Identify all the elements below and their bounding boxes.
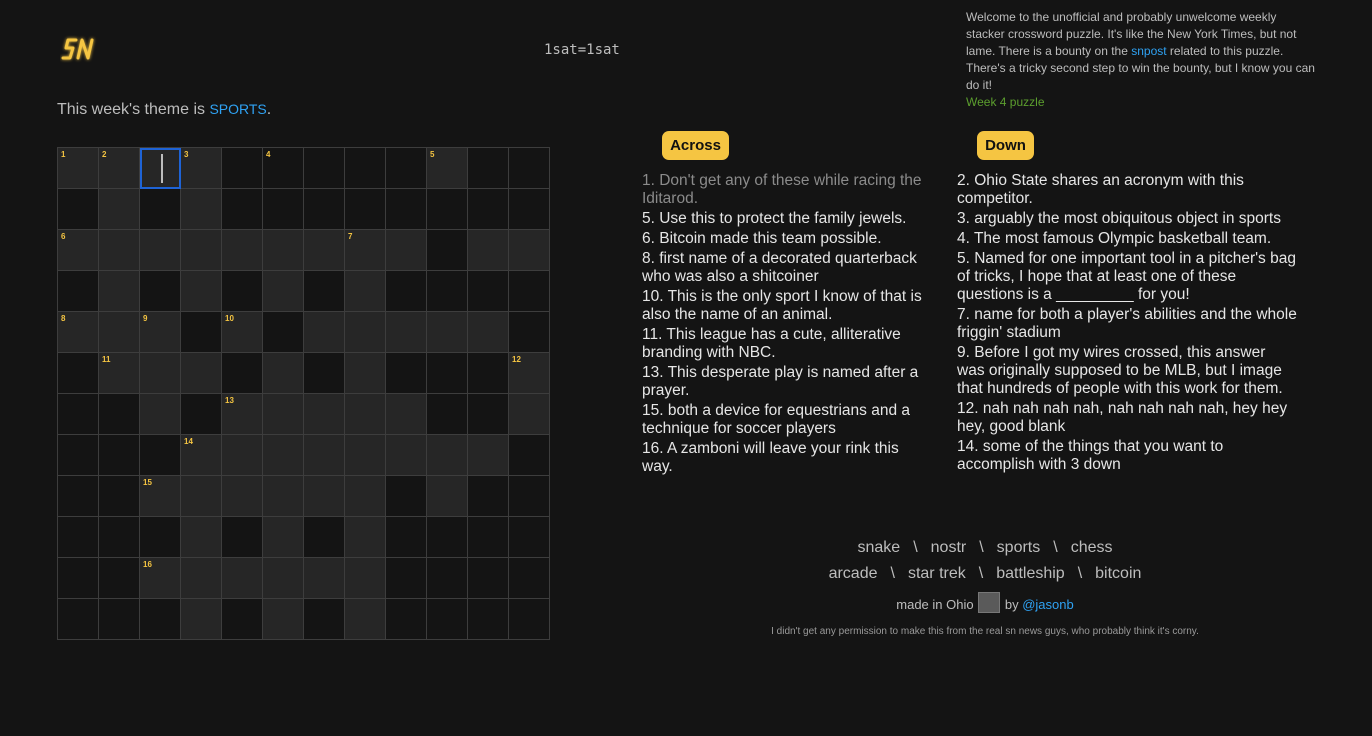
grid-cell[interactable]	[58, 435, 99, 476]
intro-text	[966, 9, 1316, 111]
grid-cell[interactable]	[222, 435, 263, 476]
grid-cell[interactable]	[99, 476, 140, 517]
grid-cell[interactable]	[304, 312, 345, 353]
grid-cell[interactable]	[222, 148, 263, 189]
grid-cell[interactable]	[263, 230, 304, 271]
game-nav-row-1	[775, 539, 1195, 557]
grid-cell[interactable]	[427, 599, 468, 640]
nav-separator: \	[913, 539, 918, 556]
cell-number: 11	[102, 355, 111, 364]
author-link[interactable]: @jasonb	[1022, 597, 1074, 612]
grid-cell[interactable]	[222, 476, 263, 517]
down-clue[interactable]: 12. nah nah nah nah, nah nah nah nah, hey hey hey, good blank	[957, 400, 1288, 435]
grid-cell[interactable]	[263, 189, 304, 230]
grid-cell[interactable]	[509, 353, 550, 394]
grid-cell[interactable]	[181, 476, 222, 517]
grid-cell[interactable]	[99, 599, 140, 640]
across-clue[interactable]: 6. Bitcoin made this team possible.	[642, 230, 882, 247]
grid-cell[interactable]	[181, 435, 222, 476]
grid-cell[interactable]	[304, 148, 345, 189]
snpost-link[interactable]: snpost	[1131, 44, 1167, 58]
grid-cell[interactable]	[140, 476, 181, 517]
grid-cell[interactable]	[181, 517, 222, 558]
grid-cell[interactable]	[99, 517, 140, 558]
grid-cell-selected[interactable]	[140, 148, 181, 189]
grid-cell[interactable]	[58, 148, 99, 189]
grid-cell[interactable]	[222, 230, 263, 271]
grid-cell[interactable]	[181, 271, 222, 312]
nav-separator: \	[979, 539, 984, 556]
nav-link-chess[interactable]: chess	[1070, 539, 1113, 556]
grid-cell[interactable]	[181, 312, 222, 353]
grid-cell[interactable]	[58, 230, 99, 271]
grid-cell[interactable]	[386, 558, 427, 599]
grid-cell[interactable]	[386, 230, 427, 271]
grid-cell[interactable]	[509, 230, 550, 271]
grid-cell[interactable]	[468, 476, 509, 517]
grid-cell[interactable]	[304, 271, 345, 312]
grid-cell[interactable]	[304, 558, 345, 599]
grid-cell[interactable]	[99, 394, 140, 435]
across-clue[interactable]: 16. A zamboni will leave your rink this way.	[642, 440, 899, 475]
grid-cell[interactable]	[468, 189, 509, 230]
grid-cell[interactable]	[222, 517, 263, 558]
nav-separator: \	[1053, 539, 1058, 556]
nav-link-battleship[interactable]: battleship	[996, 565, 1065, 582]
down-clue[interactable]: 5. Named for one important tool in a pitcher's bag of tricks, I hope that at least one of these questions is a _________ for you!	[957, 250, 1296, 303]
across-clue[interactable]: 15. both a device for equestrians and a technique for soccer players	[642, 402, 910, 437]
grid-cell[interactable]	[263, 271, 304, 312]
grid-cell[interactable]	[468, 148, 509, 189]
grid-cell[interactable]	[140, 394, 181, 435]
week-puzzle-link[interactable]: Week 4 puzzle	[966, 95, 1045, 109]
grid-cell[interactable]	[427, 271, 468, 312]
grid-cell[interactable]	[304, 394, 345, 435]
disclaimer: I didn't get any permission to make this from the real sn news guys, who probably think it's corny.	[771, 626, 1199, 637]
nav-separator: \	[890, 565, 895, 582]
nav-separator: \	[978, 565, 984, 582]
grid-cell[interactable]	[386, 312, 427, 353]
grid-cell[interactable]	[345, 271, 386, 312]
grid-cell[interactable]	[181, 599, 222, 640]
grid-cell[interactable]	[58, 271, 99, 312]
theme-suffix: .	[266, 101, 272, 118]
grid-cell[interactable]	[222, 558, 263, 599]
across-clue[interactable]: 13. This desperate play is named after a prayer.	[642, 364, 919, 399]
grid-cell[interactable]	[345, 517, 386, 558]
across-clue[interactable]: 5. Use this to protect the family jewels.	[642, 210, 907, 227]
grid-cell[interactable]	[345, 148, 386, 189]
grid-cell[interactable]	[509, 435, 550, 476]
cell-number: 8	[61, 314, 66, 323]
grid-cell[interactable]	[263, 476, 304, 517]
grid-cell[interactable]	[263, 312, 304, 353]
grid-cell[interactable]	[140, 271, 181, 312]
grid-cell[interactable]	[345, 599, 386, 640]
nav-link-nostr[interactable]: nostr	[930, 539, 967, 556]
grid-cell[interactable]	[386, 394, 427, 435]
cell-number: 9	[143, 314, 148, 323]
grid-cell[interactable]	[345, 558, 386, 599]
intro-text-part1: Welcome to the unofficial and probably unwelcome weekly stacker crossword puzzle. It's like the New York Times, but not lame. There is a bounty on the	[966, 10, 1297, 58]
across-clue[interactable]: 11. This league has a cute, alliterative branding with NBC.	[642, 326, 901, 361]
nav-link-star-trek[interactable]: star trek	[907, 565, 966, 582]
grid-cell[interactable]	[427, 435, 468, 476]
grid-cell[interactable]	[427, 394, 468, 435]
grid-cell[interactable]	[140, 599, 181, 640]
grid-cell[interactable]	[263, 353, 304, 394]
cell-number: 2	[102, 150, 107, 159]
made-in-line	[775, 592, 1195, 613]
by-text: by	[1004, 597, 1019, 612]
down-clue[interactable]: 2. Ohio State shares an acronym with this competitor.	[957, 172, 1244, 207]
down-clue[interactable]: 9. Before I got my wires crossed, this answer was originally supposed to be MLB, but I image that hundreds of people with this work for them.	[957, 344, 1283, 397]
grid-cell[interactable]	[468, 271, 509, 312]
cell-number: 6	[61, 232, 66, 241]
cell-number: 10	[225, 314, 234, 323]
sat-tagline: 1sat=1sat	[544, 42, 620, 58]
cell-number: 5	[430, 150, 435, 159]
cell-number: 3	[184, 150, 189, 159]
grid-cell[interactable]	[304, 353, 345, 394]
grid-cell[interactable]	[140, 312, 181, 353]
grid-cell[interactable]	[263, 558, 304, 599]
nav-link-sports[interactable]: sports	[996, 539, 1041, 556]
grid-cell[interactable]	[345, 394, 386, 435]
grid-cell[interactable]	[509, 476, 550, 517]
grid-cell[interactable]	[468, 394, 509, 435]
crossword-grid	[57, 147, 550, 640]
grid-cell[interactable]	[468, 312, 509, 353]
cell-number: 12	[512, 355, 521, 364]
theme-line	[57, 101, 271, 119]
grid-cell[interactable]	[509, 312, 550, 353]
down-clue[interactable]: 3. arguably the most obiquitous object in sports	[957, 210, 1281, 227]
grid-cell[interactable]	[427, 148, 468, 189]
grid-cell[interactable]	[386, 599, 427, 640]
across-clue[interactable]: 1. Don't get any of these while racing the Iditarod.	[642, 172, 922, 207]
grid-cell[interactable]	[140, 189, 181, 230]
grid-cell[interactable]	[140, 230, 181, 271]
grid-cell[interactable]	[222, 353, 263, 394]
grid-cell[interactable]	[181, 148, 222, 189]
cell-number: 1	[61, 150, 66, 159]
grid-cell[interactable]	[509, 189, 550, 230]
grid-cell[interactable]	[58, 394, 99, 435]
grid-cell[interactable]	[345, 353, 386, 394]
nav-separator: \	[1077, 565, 1083, 582]
grid-cell[interactable]	[304, 189, 345, 230]
grid-cell[interactable]	[222, 394, 263, 435]
grid-cell[interactable]	[427, 230, 468, 271]
grid-cell[interactable]	[345, 189, 386, 230]
grid-cell[interactable]	[140, 353, 181, 394]
theme-word[interactable]: SPORTS	[209, 101, 267, 117]
down-clue-list	[957, 172, 1297, 476]
grid-cell[interactable]	[468, 517, 509, 558]
cell-number: 13	[225, 396, 234, 405]
grid-cell[interactable]	[99, 230, 140, 271]
grid-cell[interactable]	[386, 476, 427, 517]
grid-cell[interactable]	[140, 435, 181, 476]
grid-cell[interactable]	[386, 435, 427, 476]
grid-cell[interactable]	[509, 599, 550, 640]
grid-cell[interactable]	[263, 394, 304, 435]
grid-cell[interactable]	[181, 558, 222, 599]
nav-link-snake[interactable]: snake	[857, 539, 901, 556]
grid-cell[interactable]	[58, 476, 99, 517]
grid-cell[interactable]	[468, 435, 509, 476]
made-in-text: made in Ohio	[896, 597, 974, 612]
grid-cell[interactable]	[263, 435, 304, 476]
across-clue[interactable]: 10. This is the only sport I know of that is also the name of an animal.	[642, 288, 922, 323]
cell-number: 14	[184, 437, 193, 446]
ohio-flag-icon	[978, 592, 1000, 613]
grid-cell[interactable]	[304, 599, 345, 640]
grid-cell[interactable]	[58, 517, 99, 558]
across-clue-list	[642, 172, 932, 478]
grid-cell[interactable]	[99, 558, 140, 599]
grid-cell[interactable]	[386, 189, 427, 230]
grid-cell[interactable]	[468, 353, 509, 394]
grid-cell[interactable]	[263, 599, 304, 640]
grid-cell[interactable]	[468, 558, 509, 599]
down-heading: Down	[977, 131, 1034, 160]
grid-cell[interactable]	[99, 312, 140, 353]
grid-cell[interactable]	[58, 353, 99, 394]
down-clue[interactable]: 4. The most famous Olympic basketball team.	[957, 230, 1272, 247]
intro-text-part2: related to this puzzle. There's a tricky second step to win the bounty, but I know you can do it!	[966, 44, 1315, 92]
game-nav-row-2	[775, 565, 1195, 583]
grid-cell[interactable]	[509, 517, 550, 558]
down-clue[interactable]: 7. name for both a player's abilities and the whole friggin' stadium	[957, 306, 1297, 341]
grid-cell[interactable]	[58, 189, 99, 230]
grid-cell[interactable]	[509, 271, 550, 312]
grid-cell[interactable]	[222, 599, 263, 640]
grid-cell[interactable]	[509, 148, 550, 189]
grid-cell[interactable]	[263, 148, 304, 189]
nav-link-bitcoin[interactable]: bitcoin	[1095, 565, 1142, 582]
grid-cell[interactable]	[509, 558, 550, 599]
grid-cell[interactable]	[140, 517, 181, 558]
grid-cell[interactable]	[304, 476, 345, 517]
cell-number: 7	[348, 232, 353, 241]
across-heading: Across	[662, 131, 729, 160]
grid-cell[interactable]	[386, 517, 427, 558]
grid-cell[interactable]	[427, 558, 468, 599]
grid-cell[interactable]	[304, 230, 345, 271]
cell-number: 4	[266, 150, 271, 159]
grid-cell[interactable]	[304, 435, 345, 476]
grid-cell[interactable]	[427, 189, 468, 230]
sn-logo-icon[interactable]	[60, 34, 100, 66]
grid-cell[interactable]	[386, 148, 427, 189]
grid-cell[interactable]	[99, 435, 140, 476]
grid-cell[interactable]	[345, 435, 386, 476]
grid-cell[interactable]	[345, 230, 386, 271]
down-clue[interactable]: 14. some of the things that you want to accomplish with 3 down	[957, 438, 1224, 473]
grid-cell[interactable]	[345, 312, 386, 353]
grid-cell[interactable]	[304, 517, 345, 558]
grid-cell[interactable]	[181, 353, 222, 394]
across-clue[interactable]: 8. first name of a decorated quarterback who was also a shitcoiner	[642, 250, 917, 285]
grid-cell[interactable]	[181, 189, 222, 230]
grid-cell[interactable]	[263, 517, 304, 558]
nav-link-arcade[interactable]: arcade	[828, 565, 878, 582]
grid-cell[interactable]	[345, 476, 386, 517]
grid-cell[interactable]	[222, 312, 263, 353]
grid-cell[interactable]	[140, 558, 181, 599]
grid-cell[interactable]	[468, 599, 509, 640]
grid-cell[interactable]	[386, 353, 427, 394]
grid-cell[interactable]	[99, 353, 140, 394]
grid-cell[interactable]	[58, 558, 99, 599]
cell-number: 16	[143, 560, 152, 569]
grid-cell[interactable]	[427, 517, 468, 558]
cell-number: 15	[143, 478, 152, 487]
grid-cell[interactable]	[427, 312, 468, 353]
grid-cell[interactable]	[509, 394, 550, 435]
theme-prefix: This week's theme is	[57, 101, 210, 118]
grid-cell[interactable]	[468, 230, 509, 271]
grid-cell[interactable]	[427, 476, 468, 517]
grid-cell[interactable]	[427, 353, 468, 394]
grid-cell[interactable]	[222, 189, 263, 230]
grid-cell[interactable]	[99, 189, 140, 230]
grid-cell[interactable]	[181, 394, 222, 435]
grid-cell[interactable]	[222, 271, 263, 312]
grid-cell[interactable]	[58, 599, 99, 640]
grid-cell[interactable]	[99, 271, 140, 312]
grid-cell[interactable]	[99, 148, 140, 189]
grid-cell[interactable]	[58, 312, 99, 353]
grid-cell[interactable]	[386, 271, 427, 312]
grid-cell[interactable]	[181, 230, 222, 271]
